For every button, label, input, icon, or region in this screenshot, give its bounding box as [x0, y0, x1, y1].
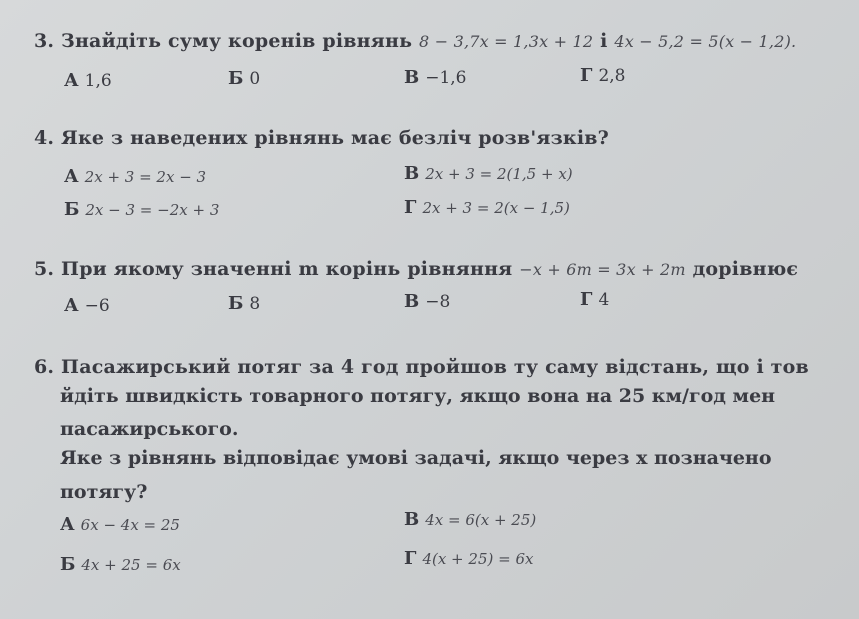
question-3-equation-1: 8 − 3,7x = 1,3x + 12	[419, 32, 594, 51]
question-6-line-1: 6. Пасажирський потяг за 4 год пройшов ту саму відстань, що і тов	[34, 356, 809, 378]
question-3-equation-2: 4x − 5,2 = 5(x − 1,2).	[614, 32, 797, 51]
q4-option-v[interactable]: В 2x + 3 = 2(1,5 + x)	[404, 163, 573, 184]
question-6-line-5: потягу?	[60, 481, 148, 503]
q4-option-a[interactable]: А 2x + 3 = 2x − 3	[64, 166, 207, 187]
q6-option-a[interactable]: А 6x − 4x = 25	[60, 514, 180, 535]
question-5-tail: дорівнює	[692, 258, 799, 280]
q6-option-g[interactable]: Г 4(x + 25) = 6x	[404, 548, 534, 569]
question-6-line-2: йдіть швидкість товарного потягу, якщо вона на 25 км/год мен	[60, 385, 776, 407]
q5-option-v[interactable]: В −8	[404, 291, 451, 312]
question-3-conjunction: і	[600, 30, 608, 52]
question-3	[34, 30, 796, 52]
q5-option-g[interactable]: Г 4	[580, 289, 610, 310]
q3-option-b[interactable]: Б 0	[228, 68, 261, 89]
q6-option-v[interactable]: В 4x = 6(x + 25)	[404, 509, 537, 530]
q5-option-b[interactable]: Б 8	[228, 293, 261, 314]
question-4-text: 4. Яке з наведених рівнянь має безліч розв'язків?	[34, 127, 609, 149]
question-6-line-3: пасажирського.	[60, 418, 239, 440]
question-3-text: 3. Знайдіть суму коренів рівнянь	[34, 30, 413, 52]
q4-option-g[interactable]: Г 2x + 3 = 2(x − 1,5)	[404, 197, 570, 218]
question-5	[34, 258, 798, 280]
q3-option-a[interactable]: А 1,6	[64, 70, 112, 91]
question-4	[34, 127, 609, 149]
q3-option-g[interactable]: Г 2,8	[580, 65, 626, 86]
q4-option-b[interactable]: Б 2x − 3 = −2x + 3	[64, 199, 220, 220]
question-6-line-4: Яке з рівнянь відповідає умові задачі, якщо через x позначено	[60, 447, 772, 469]
q3-option-v[interactable]: В −1,6	[404, 67, 467, 88]
question-5-text: 5. При якому значенні m корінь рівняння	[34, 258, 513, 280]
q5-option-a[interactable]: А −6	[64, 295, 110, 316]
q6-option-b[interactable]: Б 4x + 25 = 6x	[60, 554, 181, 575]
question-5-equation: −x + 6m = 3x + 2m	[519, 260, 686, 279]
